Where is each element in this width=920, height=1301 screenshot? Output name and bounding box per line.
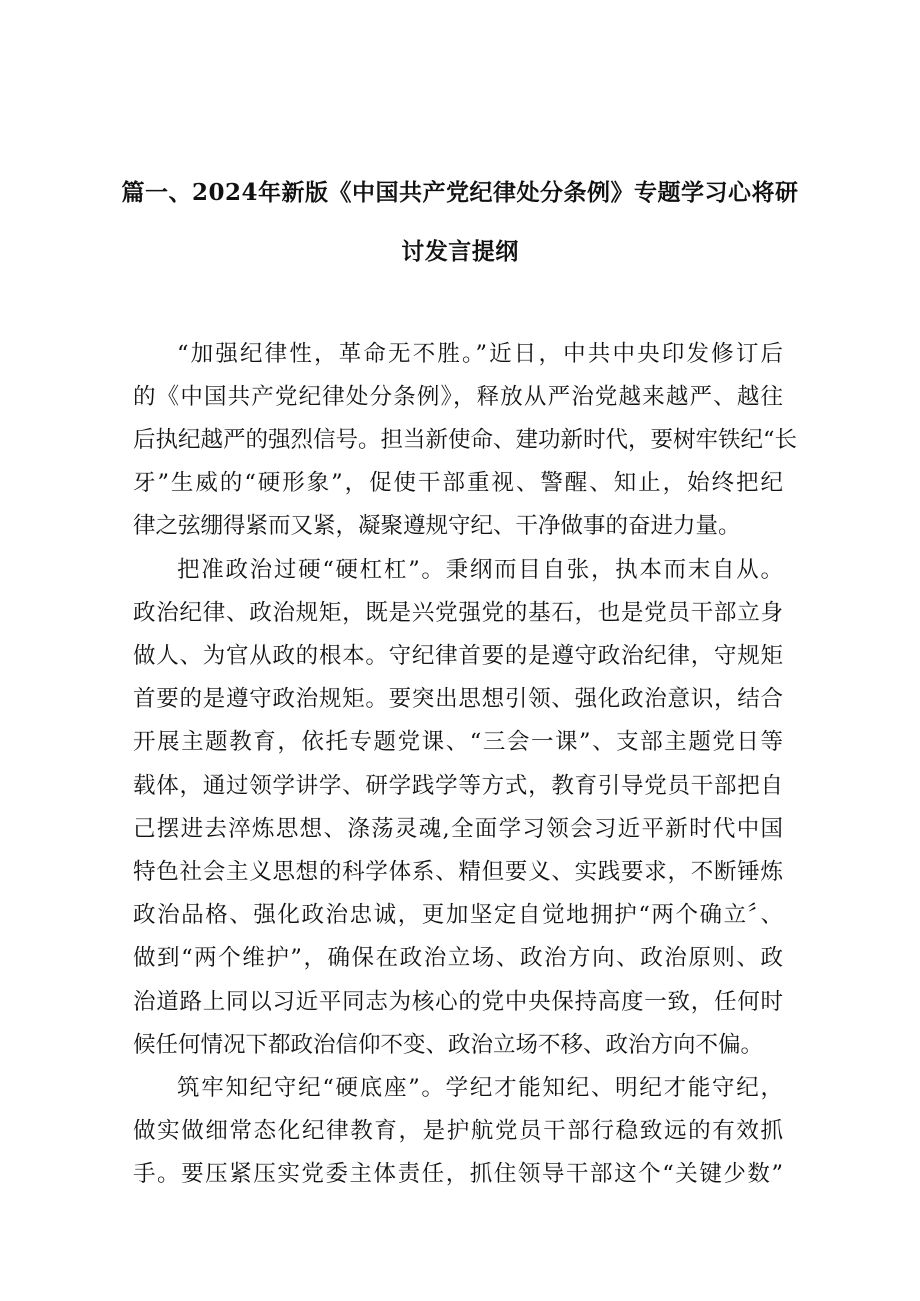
paragraph-2-line-7: 己摆进去淬炼思想、涤荡灵魂,全面学习领会习近平新时代中国	[133, 816, 783, 842]
paragraph-2-line-1: 把准政治过硬“硬杠杠”。秉纲而目自张，执本而末自从。	[177, 557, 783, 583]
paragraph-1-line-5: 律之弦绷得紧而又紧，凝聚遵规守纪、干净做事的奋进力量。	[133, 513, 741, 539]
paragraph-2-line-5: 开展主题教育，依托专题党课、“三会一课”、支部主题党日等	[133, 729, 783, 755]
paragraph-3-line-3: 手。要压紧压实党委主体责任，抓住领导干部这个“关键少数”	[133, 1161, 783, 1187]
paragraph-2-line-9: 政治品格、强化政治忠诚，更加坚定自觉地拥护“两个确立〞、	[133, 902, 783, 928]
title-line-1: 篇一、2024年新版《中国共产党纪律处分条例》专题学习心将研	[121, 179, 799, 206]
paragraph-2-line-4: 首要的是遵守政治规矩。要突出思想引领、强化政治意识，结合	[133, 686, 783, 712]
title-line-2: 讨发言提纲	[401, 238, 519, 265]
paragraph-2-line-2: 政治纪律、政治规矩，既是兴党强党的基石，也是党员干部立身	[133, 600, 783, 626]
paragraph-3-line-2: 做实做细常态化纪律教育，是护航党员干部行稳致远的有效抓	[133, 1118, 783, 1144]
paragraph-1-line-1: “加强纪律性，革命无不胜。”近日，中共中央印发修订后	[177, 341, 783, 367]
paragraph-2-line-6: 载体，通过领学讲学、研学践学等方式，教育引导党员干部把自	[133, 773, 783, 799]
paragraph-2-line-10: 做到“两个维护”，确保在政治立场、政治方向、政治原则、政	[133, 945, 783, 971]
paragraph-2-line-8: 特色社会主义思想的科学体系、精但要义、实践要求，不断锤炼	[133, 859, 783, 885]
paragraph-2-line-11: 治道路上同以习近平同志为核心的党中央保持高度一致，任何时	[133, 989, 783, 1015]
paragraph-3-line-1: 筑牢知纪守纪“硬底座”。学纪才能知纪、明纪才能守纪，	[177, 1075, 783, 1101]
paragraph-1-line-2: 的《中国共产党纪律处分条例》，释放从严治党越来越严、越往	[133, 384, 783, 410]
paragraph-1-line-4: 牙”生威的“硬形象”，促使干部重视、警醒、知止，始终把纪	[133, 470, 783, 496]
paragraph-2-line-12: 候任何情况下都政治信仰不变、政治立场不移、政治方向不偏。	[133, 1032, 764, 1058]
paragraph-1-line-3: 后执纪越严的强烈信号。担当新使命、建功新时代，要树牢铁纪“长	[133, 427, 798, 453]
paragraph-2-line-3: 做人、为官从政的根本。守纪律首要的是遵守政治纪律，守规矩	[133, 643, 783, 669]
